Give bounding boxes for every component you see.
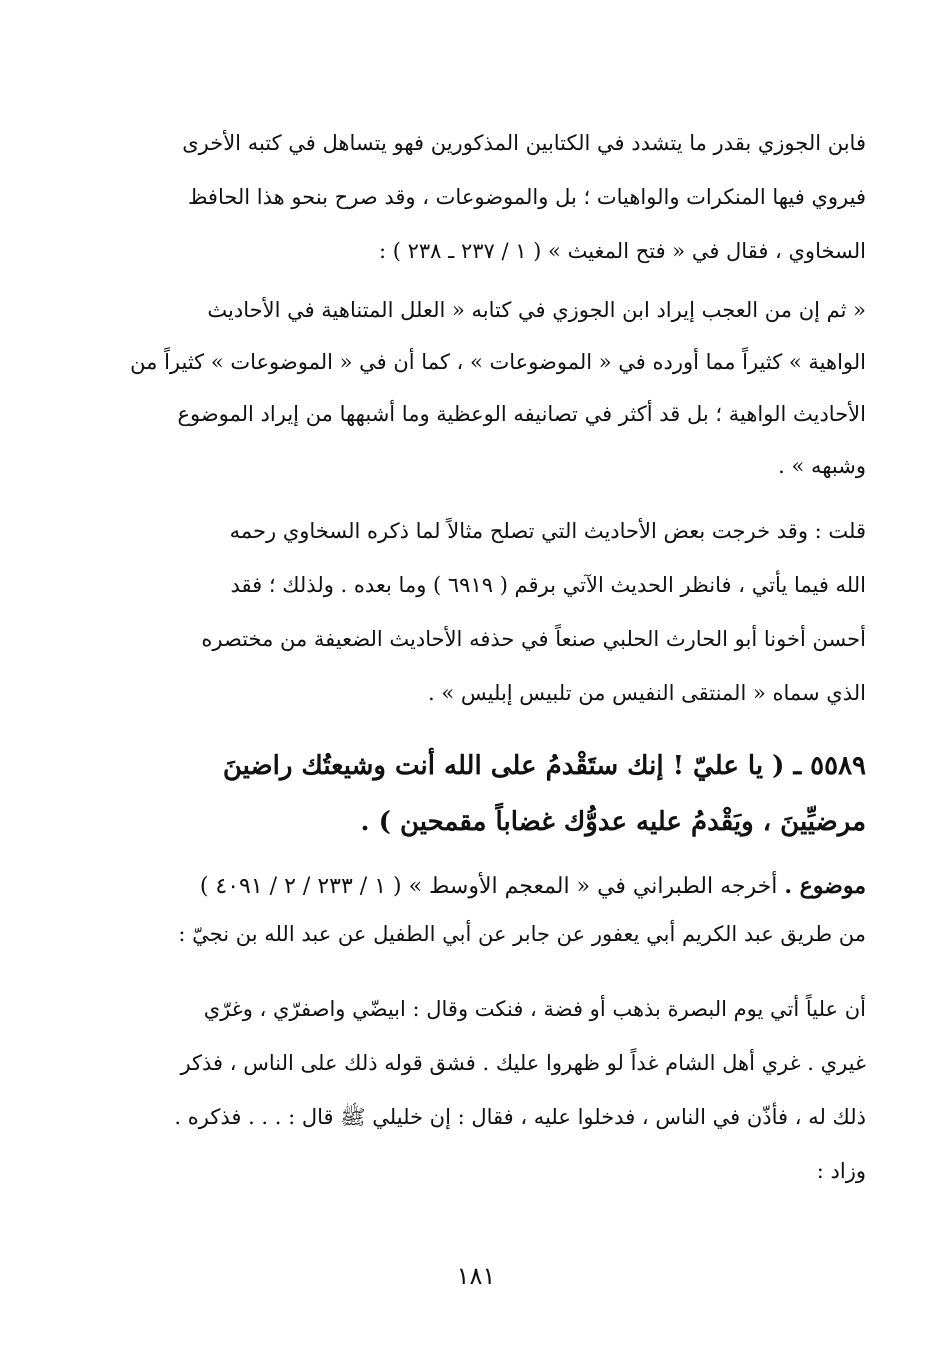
text-line: فابن الجوزي بقدر ما يتشدد في الكتابين المذكورين فهو يتساهل في كتبه الأخرى	[182, 131, 866, 155]
text-line: غيري . غري أهل الشام غداً لو ظهروا عليك . فشق قوله ذلك على الناس ، فذكر	[180, 1051, 866, 1075]
hadith-text	[118, 738, 866, 850]
text-line: قلت : وقد خرجت بعض الأحاديث التي تصلح مثالاً لما ذكره السخاوي رحمه	[229, 519, 866, 543]
text-line: « ثم إن من العجب إيراد ابن الجوزي في كتابه « العلل المتناهية في الأحاديث	[207, 298, 866, 322]
hadith-ruling	[118, 862, 866, 958]
sakhawi-quote	[118, 284, 866, 492]
hadith-line: مرضيِّينَ ، ويَقْدمُ عليه عدوُّك غضاباً مقمحين ) .	[360, 807, 866, 837]
text-line: الواهية » كثيراً مما أورده في « الموضوعات » ، كما أن في « الموضوعات » كثيراً من	[130, 350, 866, 374]
text-line: أحسن أخونا أبو الحارث الحلبي صنعاً في حذفه الأحاديث الضعيفة من مختصره	[201, 627, 866, 651]
text-line: ذلك له ، فأذّن في الناس ، فدخلوا عليه ، فقال : إن خليلي ﷺ قال : . . . فذكره .	[174, 1105, 866, 1129]
ruling-line	[118, 862, 866, 910]
intro-paragraph	[118, 116, 866, 278]
text-line: الذي سماه « المنتقى النفيس من تلبيس إبليس » .	[428, 681, 866, 705]
ruling-chain-line: من طريق عبد الكريم أبي يعفور عن جابر عن أبي الطفيل عن عبد الله بن نجيّ :	[178, 922, 866, 946]
ruling-label: موضوع .	[784, 873, 866, 899]
comment-paragraph	[118, 504, 866, 720]
page-number: ١٨١	[456, 1262, 496, 1290]
text-line: فيروي فيها المنكرات والواهيات ؛ بل والموضوعات ، وقد صرح بنحو هذا الحافظ	[187, 185, 866, 209]
ruling-source: أخرجه الطبراني في « المعجم الأوسط » ( ١ / ٢٣٣ / ٢ / ٤٠٩١ )	[199, 874, 785, 899]
text-line: وشبهه » .	[778, 454, 866, 478]
hadith-line: ٥٥٨٩ ـ ( يا عليّ ! إنك ستَقْدمُ على الله أنت وشيعتُك راضينَ	[222, 751, 866, 781]
text-line: الأحاديث الواهية ؛ بل قد أكثر في تصانيفه الوعظية وما أشبهها من إيراد الموضوع	[177, 402, 866, 426]
text-line: أن علياً أتي يوم البصرة بذهب أو فضة ، فنكت وقال : ابيضّي واصفرّي ، وغرّي	[203, 997, 866, 1021]
text-line: وزاد :	[816, 1159, 866, 1183]
text-line: الله فيما يأتي ، فانظر الحديث الآتي برقم ( ٦٩١٩ ) وما بعده . ولذلك ؛ فقد	[230, 573, 866, 597]
narration-paragraph	[118, 982, 866, 1198]
text-line: السخاوي ، فقال في « فتح المغيث » ( ١ / ٢٣٧ ـ ٢٣٨ ) :	[378, 239, 866, 263]
